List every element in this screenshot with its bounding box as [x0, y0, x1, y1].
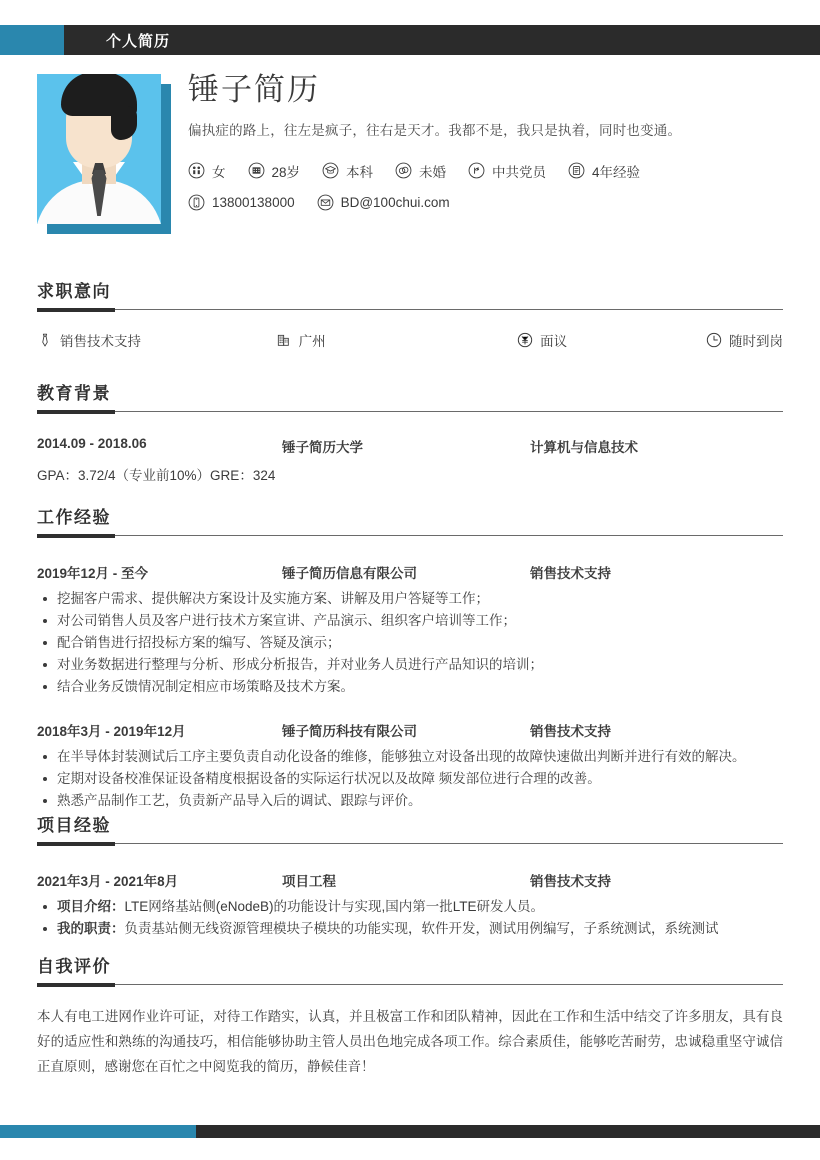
profile-facts: [188, 161, 788, 211]
project-bullet-label: 我的职责：: [57, 921, 125, 936]
header-accent-block: [0, 25, 64, 55]
work-bullets: [37, 588, 783, 698]
gender-icon: [188, 162, 205, 179]
yen-icon: [517, 332, 533, 348]
fact-education: [322, 161, 373, 181]
section-job-intent-header: [37, 282, 783, 312]
list-item: 定期对设备校准保证设备精度根据设备的实际运行状况以及故障 频发部位进行合理的改善。: [37, 768, 783, 790]
fact-education-value: 本科: [346, 164, 374, 180]
fact-experience: [568, 161, 640, 181]
profile-contact-row: [188, 194, 788, 211]
work-record: [37, 562, 783, 698]
fact-experience-value: 4年经验: [592, 164, 641, 180]
avatar-photo: [37, 74, 161, 224]
footer-accent-block: [0, 1125, 196, 1138]
fact-political-status-value: 中共党员: [492, 164, 547, 180]
fact-marital-status: [395, 161, 446, 181]
header-bar: [0, 25, 820, 55]
candidate-tagline: 偏执症的路上，往左是疯子，往右是天才。我都不是，我只是执着，同时也变通。: [188, 122, 682, 138]
intent-city: [276, 330, 518, 350]
section-education-title: 教育背景: [37, 384, 111, 403]
section-rule: [37, 984, 783, 985]
section-education: [37, 384, 783, 484]
fact-age-value: 28岁: [271, 164, 301, 180]
fact-marital-status-value: 未婚: [419, 164, 447, 180]
list-item: 对业务数据进行整理与分析、形成分析报告，并对业务人员进行产品知识的培训；: [37, 654, 783, 676]
footer-dark-band: [196, 1125, 820, 1138]
briefcase-icon: [568, 162, 585, 179]
section-work: [37, 508, 783, 812]
intent-position-value: 销售技术支持: [60, 334, 141, 349]
work-date: 2018年3月 - 2019年12月: [37, 724, 186, 739]
section-project-header: [37, 816, 783, 846]
section-rule: [37, 309, 783, 310]
education-row: [37, 436, 783, 457]
project-bullet-text: LTE网络基站侧(eNodeB)的功能设计与实现,国内第一批LTE研发人员。: [124, 899, 545, 914]
work-bullets: [37, 746, 783, 812]
work-record: [37, 720, 783, 812]
list-item: 配合销售进行招投标方案的编写、答疑及演示；: [37, 632, 783, 654]
section-work-header: [37, 508, 783, 538]
section-job-intent-title: 求职意向: [37, 282, 111, 301]
footer-bar: [0, 1125, 820, 1138]
section-rule-accent: [37, 308, 115, 312]
section-work-title: 工作经验: [37, 508, 111, 527]
section-rule: [37, 535, 783, 536]
intent-availability-value: 随时到岗: [729, 334, 783, 349]
section-rule-accent: [37, 983, 115, 987]
phone-icon: [188, 194, 205, 211]
project-row: [37, 870, 783, 891]
profile-details: [188, 72, 788, 211]
section-evaluation: [37, 957, 783, 1079]
necktie-icon: [37, 332, 53, 348]
project-name: 项目工程: [282, 874, 336, 889]
list-item: 挖掘客户需求、提供解决方案设计及实施方案、讲解及用户答疑等工作；: [37, 588, 783, 610]
work-row: [37, 562, 783, 583]
avatar: [37, 74, 171, 234]
intent-position: [37, 330, 276, 350]
project-date: 2021年3月 - 2021年8月: [37, 874, 179, 889]
work-row: [37, 720, 783, 741]
building-icon: [276, 332, 292, 348]
fact-age: [248, 161, 301, 181]
fact-political-status: [468, 161, 546, 181]
project-record: [37, 870, 783, 940]
section-rule: [37, 411, 783, 412]
mail-icon: [317, 194, 334, 211]
list-item: 在半导体封装测试后工序主要负责自动化设备的维修，能够独立对设备出现的故障快速做出判断并进行有效的解决。: [37, 746, 783, 768]
section-project-title: 项目经验: [37, 816, 111, 835]
section-job-intent: [37, 282, 783, 350]
education-record: [37, 436, 783, 484]
job-intent-items: [37, 330, 783, 350]
list-item: 熟悉产品制作工艺，负责新产品导入后的调试、跟踪与评价。: [37, 790, 783, 812]
list-item: 对公司销售人员及客户进行技术方案宣讲、产品演示、组织客户培训等工作；: [37, 610, 783, 632]
work-role: 销售技术支持: [530, 566, 611, 581]
list-item: [37, 896, 783, 918]
project-bullets: [37, 896, 783, 940]
section-rule: [37, 843, 783, 844]
section-education-header: [37, 384, 783, 414]
marital-status-icon: [395, 162, 412, 179]
list-item: 结合业务反馈情况制定相应市场策略及技术方案。: [37, 676, 783, 698]
fact-email-value: BD@100chui.com: [340, 194, 450, 210]
list-item: [37, 918, 783, 940]
fact-phone: [188, 194, 295, 211]
calendar-icon: [248, 162, 265, 179]
work-role: 销售技术支持: [530, 724, 611, 739]
party-emblem-icon: [468, 162, 485, 179]
intent-salary: [517, 330, 706, 350]
project-role: 销售技术支持: [530, 874, 611, 889]
education-major: 计算机与信息技术: [530, 440, 638, 455]
intent-salary-value: 面议: [540, 334, 568, 349]
section-rule-accent: [37, 410, 115, 414]
page-title: 个人简历: [106, 32, 171, 50]
work-company: 锤子简历信息有限公司: [282, 566, 417, 581]
fact-email: [317, 194, 450, 211]
avatar-hair-side-shape: [111, 106, 137, 140]
header-dark-band: [64, 25, 820, 55]
graduation-icon: [322, 162, 339, 179]
section-evaluation-header: [37, 957, 783, 987]
project-bullet-label: 项目介绍：: [57, 899, 125, 914]
fact-gender-value: 女: [212, 164, 226, 180]
project-bullet-text: 负责基站侧无线资源管理模块子模块的功能实现，软件开发，测试用例编写，子系统测试，系统测试: [124, 921, 719, 936]
section-evaluation-title: 自我评价: [37, 957, 111, 976]
clock-icon: [706, 332, 722, 348]
fact-gender: [188, 161, 226, 181]
section-project: [37, 816, 783, 940]
fact-phone-value: 13800138000: [212, 194, 295, 210]
education-detail: GPA：3.72/4（专业前10%）GRE：324: [37, 468, 276, 483]
work-company: 锤子简历科技有限公司: [282, 724, 417, 739]
intent-city-value: 广州: [298, 334, 326, 349]
intent-availability: [706, 330, 783, 350]
candidate-name: 锤子简历: [188, 72, 320, 107]
work-date: 2019年12月 - 至今: [37, 566, 149, 581]
profile-block: [0, 72, 820, 247]
education-school: 锤子简历大学: [282, 440, 363, 455]
education-date: 2014.09 - 2018.06: [37, 436, 147, 451]
section-rule-accent: [37, 842, 115, 846]
evaluation-text: 本人有电工进网作业许可证，对待工作踏实，认真，并且极富工作和团队精神，因此在工作和生活中结交了许多朋友，具有良好的适应性和熟练的沟通技巧，相信能够协助主管人员出色地完成各项工作。综合素质佳，能够吃苦耐劳，忠诚稳重坚守诚信正直原则，感谢您在百忙之中阅览我的简历，静候佳音！: [37, 1009, 783, 1074]
section-rule-accent: [37, 534, 115, 538]
